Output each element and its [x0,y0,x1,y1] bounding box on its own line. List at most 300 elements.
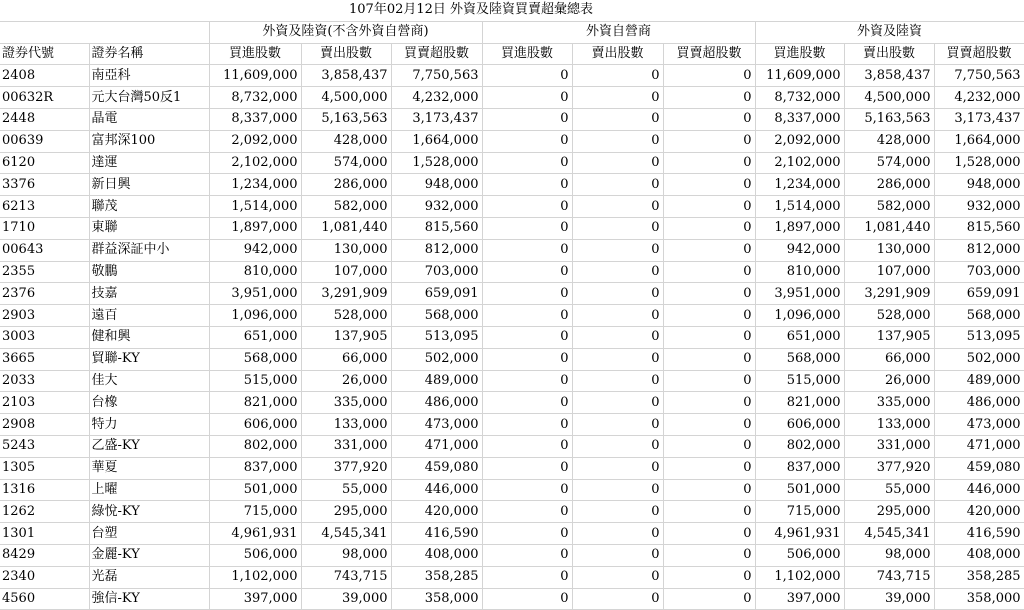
total-sell-shares: 39,000 [844,588,934,610]
total-buy-shares: 1,234,000 [755,174,844,196]
total-net-shares: 659,091 [934,283,1024,305]
total-sell-shares: 26,000 [844,370,934,392]
net-shares: 932,000 [391,196,482,218]
total-net-shares: 812,000 [934,239,1024,261]
dealer-net-shares: 0 [663,87,755,109]
net-shares: 358,285 [391,566,482,588]
net-shares: 513,095 [391,326,482,348]
dealer-buy-shares: 0 [482,305,572,327]
title-row [0,0,1024,21]
buy-shares: 821,000 [209,392,301,414]
stock-code: 6213 [0,196,89,218]
dealer-sell-shares: 0 [572,174,663,196]
dealer-buy-shares: 0 [482,65,572,87]
total-sell-shares: 3,858,437 [844,65,934,87]
total-net-shares: 358,285 [934,566,1024,588]
total-sell-shares: 335,000 [844,392,934,414]
dealer-sell-shares: 0 [572,217,663,239]
net-shares: 4,232,000 [391,87,482,109]
net-shares: 489,000 [391,370,482,392]
title-spacer [89,0,209,21]
total-net-shares: 489,000 [934,370,1024,392]
dealer-sell-shares: 0 [572,305,663,327]
group-spacer [0,21,89,43]
net-shares: 703,000 [391,261,482,283]
dealer-sell-shares: 0 [572,65,663,87]
stock-name: 東聯 [89,217,209,239]
stock-code: 1262 [0,501,89,523]
buy-shares: 8,732,000 [209,87,301,109]
stock-code: 00639 [0,130,89,152]
buy-shares: 8,337,000 [209,108,301,130]
dealer-buy-shares: 0 [482,261,572,283]
stock-name: 台橡 [89,392,209,414]
total-sell-shares: 3,291,909 [844,283,934,305]
stock-name: 特力 [89,414,209,436]
buy-shares: 715,000 [209,501,301,523]
sell-shares: 295,000 [301,501,391,523]
dealer-buy-shares: 0 [482,130,572,152]
dealer-sell-shares: 0 [572,261,663,283]
stock-name: 佳大 [89,370,209,392]
stock-code: 2376 [0,283,89,305]
total-buy-shares: 3,951,000 [755,283,844,305]
dealer-buy-shares: 0 [482,174,572,196]
dealer-net-shares: 0 [663,196,755,218]
sell-shares: 98,000 [301,544,391,566]
dealer-buy-shares: 0 [482,544,572,566]
dealer-sell-shares: 0 [572,283,663,305]
total-sell-shares: 574,000 [844,152,934,174]
sell-shares: 4,500,000 [301,87,391,109]
dealer-sell-shares: 0 [572,588,663,610]
table-row [0,130,1024,152]
dealer-sell-shares: 0 [572,108,663,130]
stock-code: 2033 [0,370,89,392]
stock-code: 1301 [0,523,89,545]
stock-name: 群益深証中小 [89,239,209,261]
col-header-sell: 賣出股數 [844,43,934,65]
total-sell-shares: 286,000 [844,174,934,196]
total-net-shares: 1,664,000 [934,130,1024,152]
dealer-sell-shares: 0 [572,370,663,392]
total-net-shares: 815,560 [934,217,1024,239]
dealer-net-shares: 0 [663,457,755,479]
total-net-shares: 7,750,563 [934,65,1024,87]
total-buy-shares: 501,000 [755,479,844,501]
total-buy-shares: 942,000 [755,239,844,261]
stock-code: 6120 [0,152,89,174]
net-shares: 473,000 [391,414,482,436]
total-sell-shares: 528,000 [844,305,934,327]
table-row [0,479,1024,501]
dealer-sell-shares: 0 [572,457,663,479]
buy-shares: 2,102,000 [209,152,301,174]
sell-shares: 39,000 [301,588,391,610]
stock-name: 新日興 [89,174,209,196]
stock-name: 華夏 [89,457,209,479]
total-buy-shares: 810,000 [755,261,844,283]
stock-code: 3665 [0,348,89,370]
net-shares: 471,000 [391,435,482,457]
dealer-sell-shares: 0 [572,544,663,566]
total-sell-shares: 582,000 [844,196,934,218]
stock-name: 元大台灣50反1 [89,87,209,109]
stock-code: 2903 [0,305,89,327]
dealer-net-shares: 0 [663,65,755,87]
net-shares: 486,000 [391,392,482,414]
col-header-buy: 買進股數 [482,43,572,65]
table-row [0,348,1024,370]
sell-shares: 3,858,437 [301,65,391,87]
stock-name: 達運 [89,152,209,174]
total-buy-shares: 4,961,931 [755,523,844,545]
dealer-sell-shares: 0 [572,130,663,152]
dealer-net-shares: 0 [663,435,755,457]
stock-name: 台塑 [89,523,209,545]
net-shares: 446,000 [391,479,482,501]
dealer-sell-shares: 0 [572,239,663,261]
dealer-buy-shares: 0 [482,435,572,457]
net-shares: 459,080 [391,457,482,479]
group-spacer [89,21,209,43]
total-sell-shares: 377,920 [844,457,934,479]
table-row [0,217,1024,239]
buy-shares: 506,000 [209,544,301,566]
buy-shares: 2,092,000 [209,130,301,152]
col-header-net: 買賣超股數 [934,43,1024,65]
dealer-sell-shares: 0 [572,326,663,348]
col-header-sell: 賣出股數 [301,43,391,65]
buy-shares: 942,000 [209,239,301,261]
buy-shares: 1,102,000 [209,566,301,588]
total-net-shares: 703,000 [934,261,1024,283]
table-row [0,392,1024,414]
buy-shares: 837,000 [209,457,301,479]
stock-code: 00632R [0,87,89,109]
stock-code: 3003 [0,326,89,348]
dealer-buy-shares: 0 [482,217,572,239]
total-buy-shares: 651,000 [755,326,844,348]
net-shares: 408,000 [391,544,482,566]
dealer-buy-shares: 0 [482,392,572,414]
dealer-net-shares: 0 [663,392,755,414]
total-net-shares: 502,000 [934,348,1024,370]
table-row [0,87,1024,109]
dealer-net-shares: 0 [663,239,755,261]
col-header-buy: 買進股數 [209,43,301,65]
dealer-net-shares: 0 [663,283,755,305]
dealer-buy-shares: 0 [482,501,572,523]
buy-shares: 651,000 [209,326,301,348]
stock-name: 敬鵬 [89,261,209,283]
table-row [0,566,1024,588]
table-row [0,457,1024,479]
total-net-shares: 358,000 [934,588,1024,610]
table-row [0,435,1024,457]
table-row [0,523,1024,545]
dealer-net-shares: 0 [663,130,755,152]
group-foreign-total: 外資及陸資 [755,21,1024,43]
stock-name: 健和興 [89,326,209,348]
sell-shares: 66,000 [301,348,391,370]
dealer-buy-shares: 0 [482,566,572,588]
buy-shares: 1,897,000 [209,217,301,239]
stock-name: 上曜 [89,479,209,501]
dealer-sell-shares: 0 [572,523,663,545]
total-buy-shares: 1,897,000 [755,217,844,239]
dealer-sell-shares: 0 [572,87,663,109]
dealer-buy-shares: 0 [482,283,572,305]
total-sell-shares: 428,000 [844,130,934,152]
dealer-sell-shares: 0 [572,479,663,501]
total-sell-shares: 133,000 [844,414,934,436]
buy-shares: 1,514,000 [209,196,301,218]
total-sell-shares: 331,000 [844,435,934,457]
total-buy-shares: 821,000 [755,392,844,414]
total-net-shares: 446,000 [934,479,1024,501]
net-shares: 3,173,437 [391,108,482,130]
buy-shares: 4,961,931 [209,523,301,545]
table-row [0,414,1024,436]
sell-shares: 331,000 [301,435,391,457]
sell-shares: 528,000 [301,305,391,327]
buy-shares: 1,234,000 [209,174,301,196]
total-net-shares: 471,000 [934,435,1024,457]
total-net-shares: 420,000 [934,501,1024,523]
table-row [0,283,1024,305]
total-net-shares: 3,173,437 [934,108,1024,130]
col-header-net: 買賣超股數 [391,43,482,65]
total-buy-shares: 837,000 [755,457,844,479]
buy-shares: 810,000 [209,261,301,283]
total-buy-shares: 802,000 [755,435,844,457]
dealer-buy-shares: 0 [482,152,572,174]
net-shares: 948,000 [391,174,482,196]
dealer-sell-shares: 0 [572,414,663,436]
sell-shares: 3,291,909 [301,283,391,305]
column-header-row [0,43,1024,65]
table-row [0,196,1024,218]
dealer-buy-shares: 0 [482,370,572,392]
col-header-code: 證券代號 [0,43,89,65]
stock-code: 2408 [0,65,89,87]
net-shares: 568,000 [391,305,482,327]
col-header-name: 證券名稱 [89,43,209,65]
dealer-buy-shares: 0 [482,326,572,348]
stock-code: 1316 [0,479,89,501]
total-buy-shares: 8,337,000 [755,108,844,130]
stock-code: 2355 [0,261,89,283]
table-row [0,326,1024,348]
dealer-net-shares: 0 [663,305,755,327]
sell-shares: 574,000 [301,152,391,174]
buy-shares: 802,000 [209,435,301,457]
total-buy-shares: 606,000 [755,414,844,436]
total-buy-shares: 715,000 [755,501,844,523]
dealer-net-shares: 0 [663,479,755,501]
sell-shares: 1,081,440 [301,217,391,239]
dealer-net-shares: 0 [663,217,755,239]
table-row [0,261,1024,283]
dealer-buy-shares: 0 [482,523,572,545]
total-sell-shares: 1,081,440 [844,217,934,239]
dealer-sell-shares: 0 [572,196,663,218]
stock-code: 5243 [0,435,89,457]
buy-shares: 3,951,000 [209,283,301,305]
table-row [0,239,1024,261]
total-net-shares: 513,095 [934,326,1024,348]
total-net-shares: 416,590 [934,523,1024,545]
dealer-sell-shares: 0 [572,348,663,370]
stock-code: 00643 [0,239,89,261]
sell-shares: 130,000 [301,239,391,261]
dealer-net-shares: 0 [663,566,755,588]
total-net-shares: 4,232,000 [934,87,1024,109]
sell-shares: 137,905 [301,326,391,348]
table-row [0,501,1024,523]
total-net-shares: 486,000 [934,392,1024,414]
group-header-row [0,21,1024,43]
sell-shares: 582,000 [301,196,391,218]
total-buy-shares: 2,102,000 [755,152,844,174]
buy-shares: 1,096,000 [209,305,301,327]
total-sell-shares: 295,000 [844,501,934,523]
net-shares: 812,000 [391,239,482,261]
stock-name: 遠百 [89,305,209,327]
stock-name: 光磊 [89,566,209,588]
total-buy-shares: 1,514,000 [755,196,844,218]
dealer-net-shares: 0 [663,348,755,370]
buy-shares: 501,000 [209,479,301,501]
dealer-buy-shares: 0 [482,457,572,479]
dealer-net-shares: 0 [663,501,755,523]
sell-shares: 428,000 [301,130,391,152]
stock-name: 貿聯-KY [89,348,209,370]
dealer-buy-shares: 0 [482,239,572,261]
net-shares: 502,000 [391,348,482,370]
dealer-net-shares: 0 [663,326,755,348]
dealer-sell-shares: 0 [572,501,663,523]
stock-name: 乙盛-KY [89,435,209,457]
table-row [0,65,1024,87]
total-sell-shares: 137,905 [844,326,934,348]
total-buy-shares: 1,096,000 [755,305,844,327]
net-shares: 659,091 [391,283,482,305]
dealer-sell-shares: 0 [572,566,663,588]
total-net-shares: 473,000 [934,414,1024,436]
stock-code: 2340 [0,566,89,588]
dealer-buy-shares: 0 [482,588,572,610]
net-shares: 420,000 [391,501,482,523]
total-sell-shares: 4,545,341 [844,523,934,545]
table-row [0,108,1024,130]
stock-code: 2103 [0,392,89,414]
stock-code: 2448 [0,108,89,130]
col-header-buy: 買進股數 [755,43,844,65]
total-buy-shares: 1,102,000 [755,566,844,588]
total-buy-shares: 2,092,000 [755,130,844,152]
dealer-net-shares: 0 [663,174,755,196]
sell-shares: 335,000 [301,392,391,414]
total-net-shares: 408,000 [934,544,1024,566]
net-shares: 7,750,563 [391,65,482,87]
dealer-buy-shares: 0 [482,414,572,436]
sell-shares: 26,000 [301,370,391,392]
total-sell-shares: 743,715 [844,566,934,588]
sell-shares: 5,163,563 [301,108,391,130]
dealer-net-shares: 0 [663,544,755,566]
group-foreign-excl-dealer: 外資及陸資(不含外資自營商) [209,21,482,43]
stock-name: 富邦深100 [89,130,209,152]
total-buy-shares: 8,732,000 [755,87,844,109]
stock-name: 聯茂 [89,196,209,218]
dealer-net-shares: 0 [663,370,755,392]
sell-shares: 4,545,341 [301,523,391,545]
stock-code: 1305 [0,457,89,479]
dealer-buy-shares: 0 [482,108,572,130]
sell-shares: 743,715 [301,566,391,588]
table-row [0,152,1024,174]
total-sell-shares: 98,000 [844,544,934,566]
col-header-net: 買賣超股數 [663,43,755,65]
net-shares: 815,560 [391,217,482,239]
table-row [0,174,1024,196]
net-shares: 416,590 [391,523,482,545]
report-title: 107年02月12日 外資及陸資買賣超彙總表 [209,0,1024,21]
buy-shares: 515,000 [209,370,301,392]
group-foreign-dealer: 外資自營商 [482,21,755,43]
dealer-buy-shares: 0 [482,87,572,109]
dealer-net-shares: 0 [663,414,755,436]
sell-shares: 55,000 [301,479,391,501]
dealer-net-shares: 0 [663,261,755,283]
stock-name: 晶電 [89,108,209,130]
stock-name: 強信-KY [89,588,209,610]
sell-shares: 286,000 [301,174,391,196]
buy-shares: 11,609,000 [209,65,301,87]
total-sell-shares: 4,500,000 [844,87,934,109]
stock-name: 綠悅-KY [89,501,209,523]
total-buy-shares: 397,000 [755,588,844,610]
title-spacer [0,0,89,21]
total-sell-shares: 107,000 [844,261,934,283]
total-net-shares: 459,080 [934,457,1024,479]
stock-name: 金麗-KY [89,544,209,566]
total-net-shares: 948,000 [934,174,1024,196]
total-net-shares: 1,528,000 [934,152,1024,174]
total-sell-shares: 66,000 [844,348,934,370]
table-row [0,544,1024,566]
stock-code: 8429 [0,544,89,566]
dealer-sell-shares: 0 [572,392,663,414]
total-sell-shares: 130,000 [844,239,934,261]
total-buy-shares: 11,609,000 [755,65,844,87]
dealer-net-shares: 0 [663,523,755,545]
total-sell-shares: 5,163,563 [844,108,934,130]
stock-name: 技嘉 [89,283,209,305]
dealer-sell-shares: 0 [572,152,663,174]
buy-shares: 568,000 [209,348,301,370]
dealer-sell-shares: 0 [572,435,663,457]
dealer-buy-shares: 0 [482,196,572,218]
table-row [0,370,1024,392]
dealer-buy-shares: 0 [482,479,572,501]
sell-shares: 107,000 [301,261,391,283]
net-shares: 1,664,000 [391,130,482,152]
sell-shares: 133,000 [301,414,391,436]
total-net-shares: 568,000 [934,305,1024,327]
